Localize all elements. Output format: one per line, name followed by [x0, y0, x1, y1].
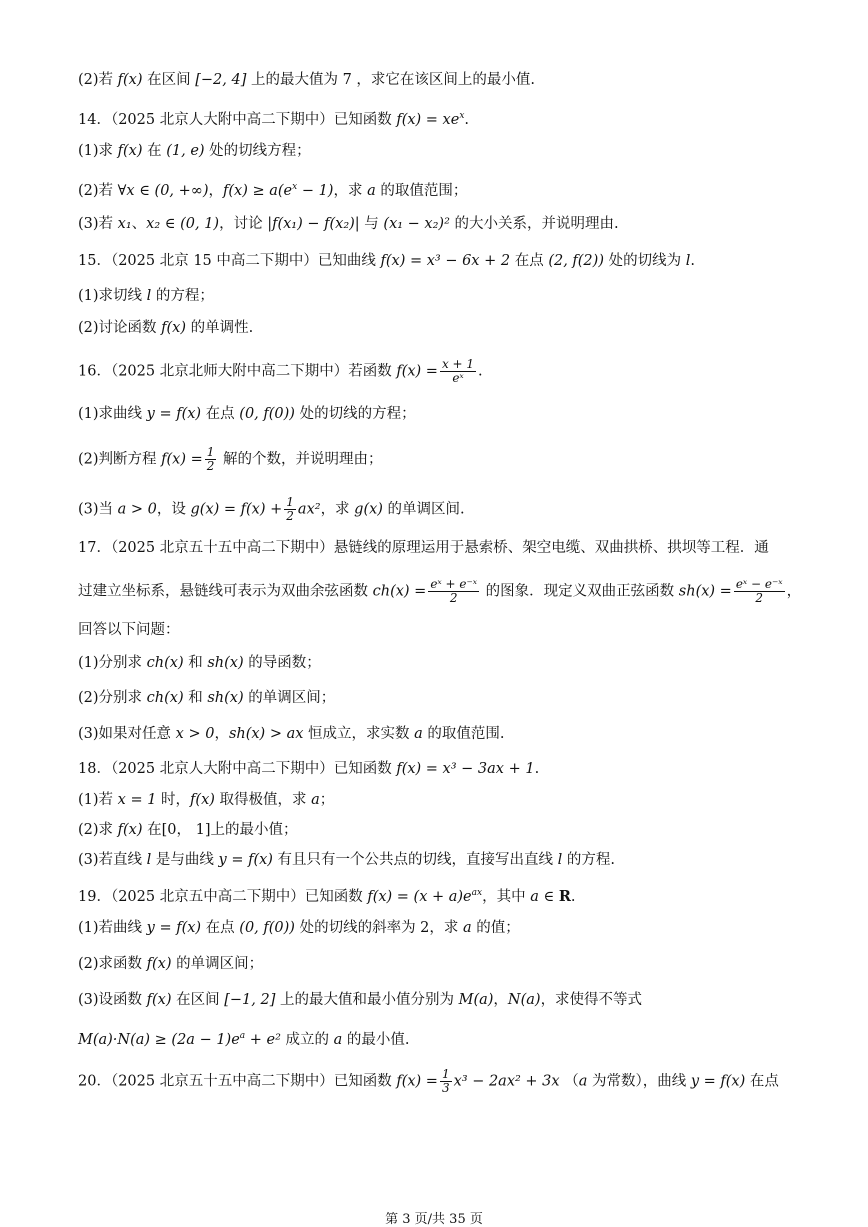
- question-19-1: (1)若曲线 y = f(x) 在点 (0, f(0)) 处的切线的斜率为 2，求 a 的值；: [78, 920, 520, 936]
- question-19-2: (2)求函数 f(x) 的单调区间；: [78, 956, 264, 972]
- question-18-3: (3)若直线 l 是与曲线 y = f(x) 有且只有一个公共点的切线，直接写出直线 l 的方程.: [78, 852, 616, 868]
- fraction: $\frac{1}{2}$: [286, 495, 294, 523]
- question-14-1: (1)求 f(x) 在 (1, e) 处的切线方程；: [78, 143, 311, 159]
- question-17-stem-1: 17．（2025 北京五十五中高二下期中）悬链线的原理运用于悬索桥、架空电缆、双曲拱桥、拱坝等工程．通: [78, 540, 769, 556]
- question-17-1: (1)分别求 ch(x) 和 sh(x) 的导函数；: [78, 655, 321, 671]
- question-19-stem: 19．（2025 北京五中高二下期中）已知函数 $f(x) = (x + a)e^{ax}$，其中 a ∈ R.: [78, 887, 576, 905]
- question-17-stem-2: 过建立坐标系，悬链线可表示为双曲余弦函数 ch(x) = $\frac{\text{eˣ + e⁻ˣ}}{2}$ 的图象．现定义双曲正弦函数 sh(x) = $\frac{\text{eˣ − e⁻ˣ}}{2}$ ，: [78, 577, 802, 605]
- page-footer: 第 3 页/共 35 页: [385, 1212, 483, 1227]
- question-14-3: (3)若 x₁、x₂ ∈ (0, 1)，讨论 |f(x₁) − f(x₂)| 与 (x₁ − x₂)² 的大小关系，并说明理由.: [78, 216, 619, 232]
- question-15-stem: 15．（2025 北京 15 中高二下期中）已知曲线 f(x) = x³ − 6x + 2 在点 (2, f(2)) 处的切线为 l.: [78, 253, 695, 269]
- question-16-stem: 16．（2025 北京北师大附中高二下期中）若函数 f(x) = $\frac{x + 1}{\text{eˣ}}$ .: [78, 357, 483, 385]
- fraction: $\frac{1}{2}$: [206, 445, 215, 473]
- fraction: $\frac{x + 1}{\text{eˣ}}$: [441, 357, 475, 385]
- question-15-1: (1)求切线 l 的方程；: [78, 288, 214, 304]
- question-19-3: (3)设函数 f(x) 在区间 [−1, 2] 上的最大值和最小值分别为 M(a)，N(a)，求使得不等式: [78, 992, 643, 1008]
- question-18-2: (2)求 f(x) 在[0， 1]上的最小值；: [78, 822, 298, 838]
- question-18-stem: 18．（2025 北京人大附中高二下期中）已知函数 f(x) = x³ − 3ax + 1.: [78, 761, 540, 777]
- question-17-stem-3: 回答以下问题：: [78, 622, 180, 638]
- question-20-stem: 20．（2025 北京五十五中高二下期中）已知函数 f(x) = $\frac{1}{3}$ x³ − 2ax² + 3x （a 为常数），曲线 y = f(x) 在点: [78, 1067, 779, 1095]
- fraction: $\frac{\text{eˣ − e⁻ˣ}}{2}$: [735, 577, 783, 605]
- question-15-2: (2)讨论函数 f(x) 的单调性.: [78, 320, 254, 336]
- question-16-3: (3)当 a > 0，设 g(x) = f(x) + $\frac{1}{2}$ ax²，求 g(x) 的单调区间.: [78, 495, 465, 523]
- line-13-2: (2)若 f(x) 在区间 [−2, 4] 上的最大值为 7 ，求它在该区间上的最小值.: [78, 72, 536, 88]
- fraction: $\frac{\text{eˣ + e⁻ˣ}}{2}$: [430, 577, 478, 605]
- question-14-2: (2)若 ∀x ∈ (0, +∞)，$f(x) \ge a(e^x - 1)$，求 a 的取值范围；: [78, 182, 468, 199]
- question-16-1: (1)求曲线 y = f(x) 在点 (0, f(0)) 处的切线的方程；: [78, 406, 416, 422]
- fraction: $\frac{1}{3}$: [441, 1067, 450, 1095]
- question-16-2: (2)判断方程 f(x) = $\frac{1}{2}$ 解的个数，并说明理由；: [78, 445, 383, 473]
- question-18-1: (1)若 x = 1 时，f(x) 取得极值，求 a；: [78, 792, 335, 808]
- question-19-3-cont: $M(a)\cdot N(a) \ge (2a - 1)e^a + e^2$ 成立的 a 的最小值.: [78, 1031, 410, 1048]
- question-17-2: (2)分别求 ch(x) 和 sh(x) 的单调区间；: [78, 690, 336, 706]
- question-14-stem: 14．（2025 北京人大附中高二下期中）已知函数 $f(x) = xe^x$.: [78, 111, 469, 128]
- question-17-3: (3)如果对任意 x > 0，sh(x) > ax 恒成立，求实数 a 的取值范围.: [78, 726, 505, 742]
